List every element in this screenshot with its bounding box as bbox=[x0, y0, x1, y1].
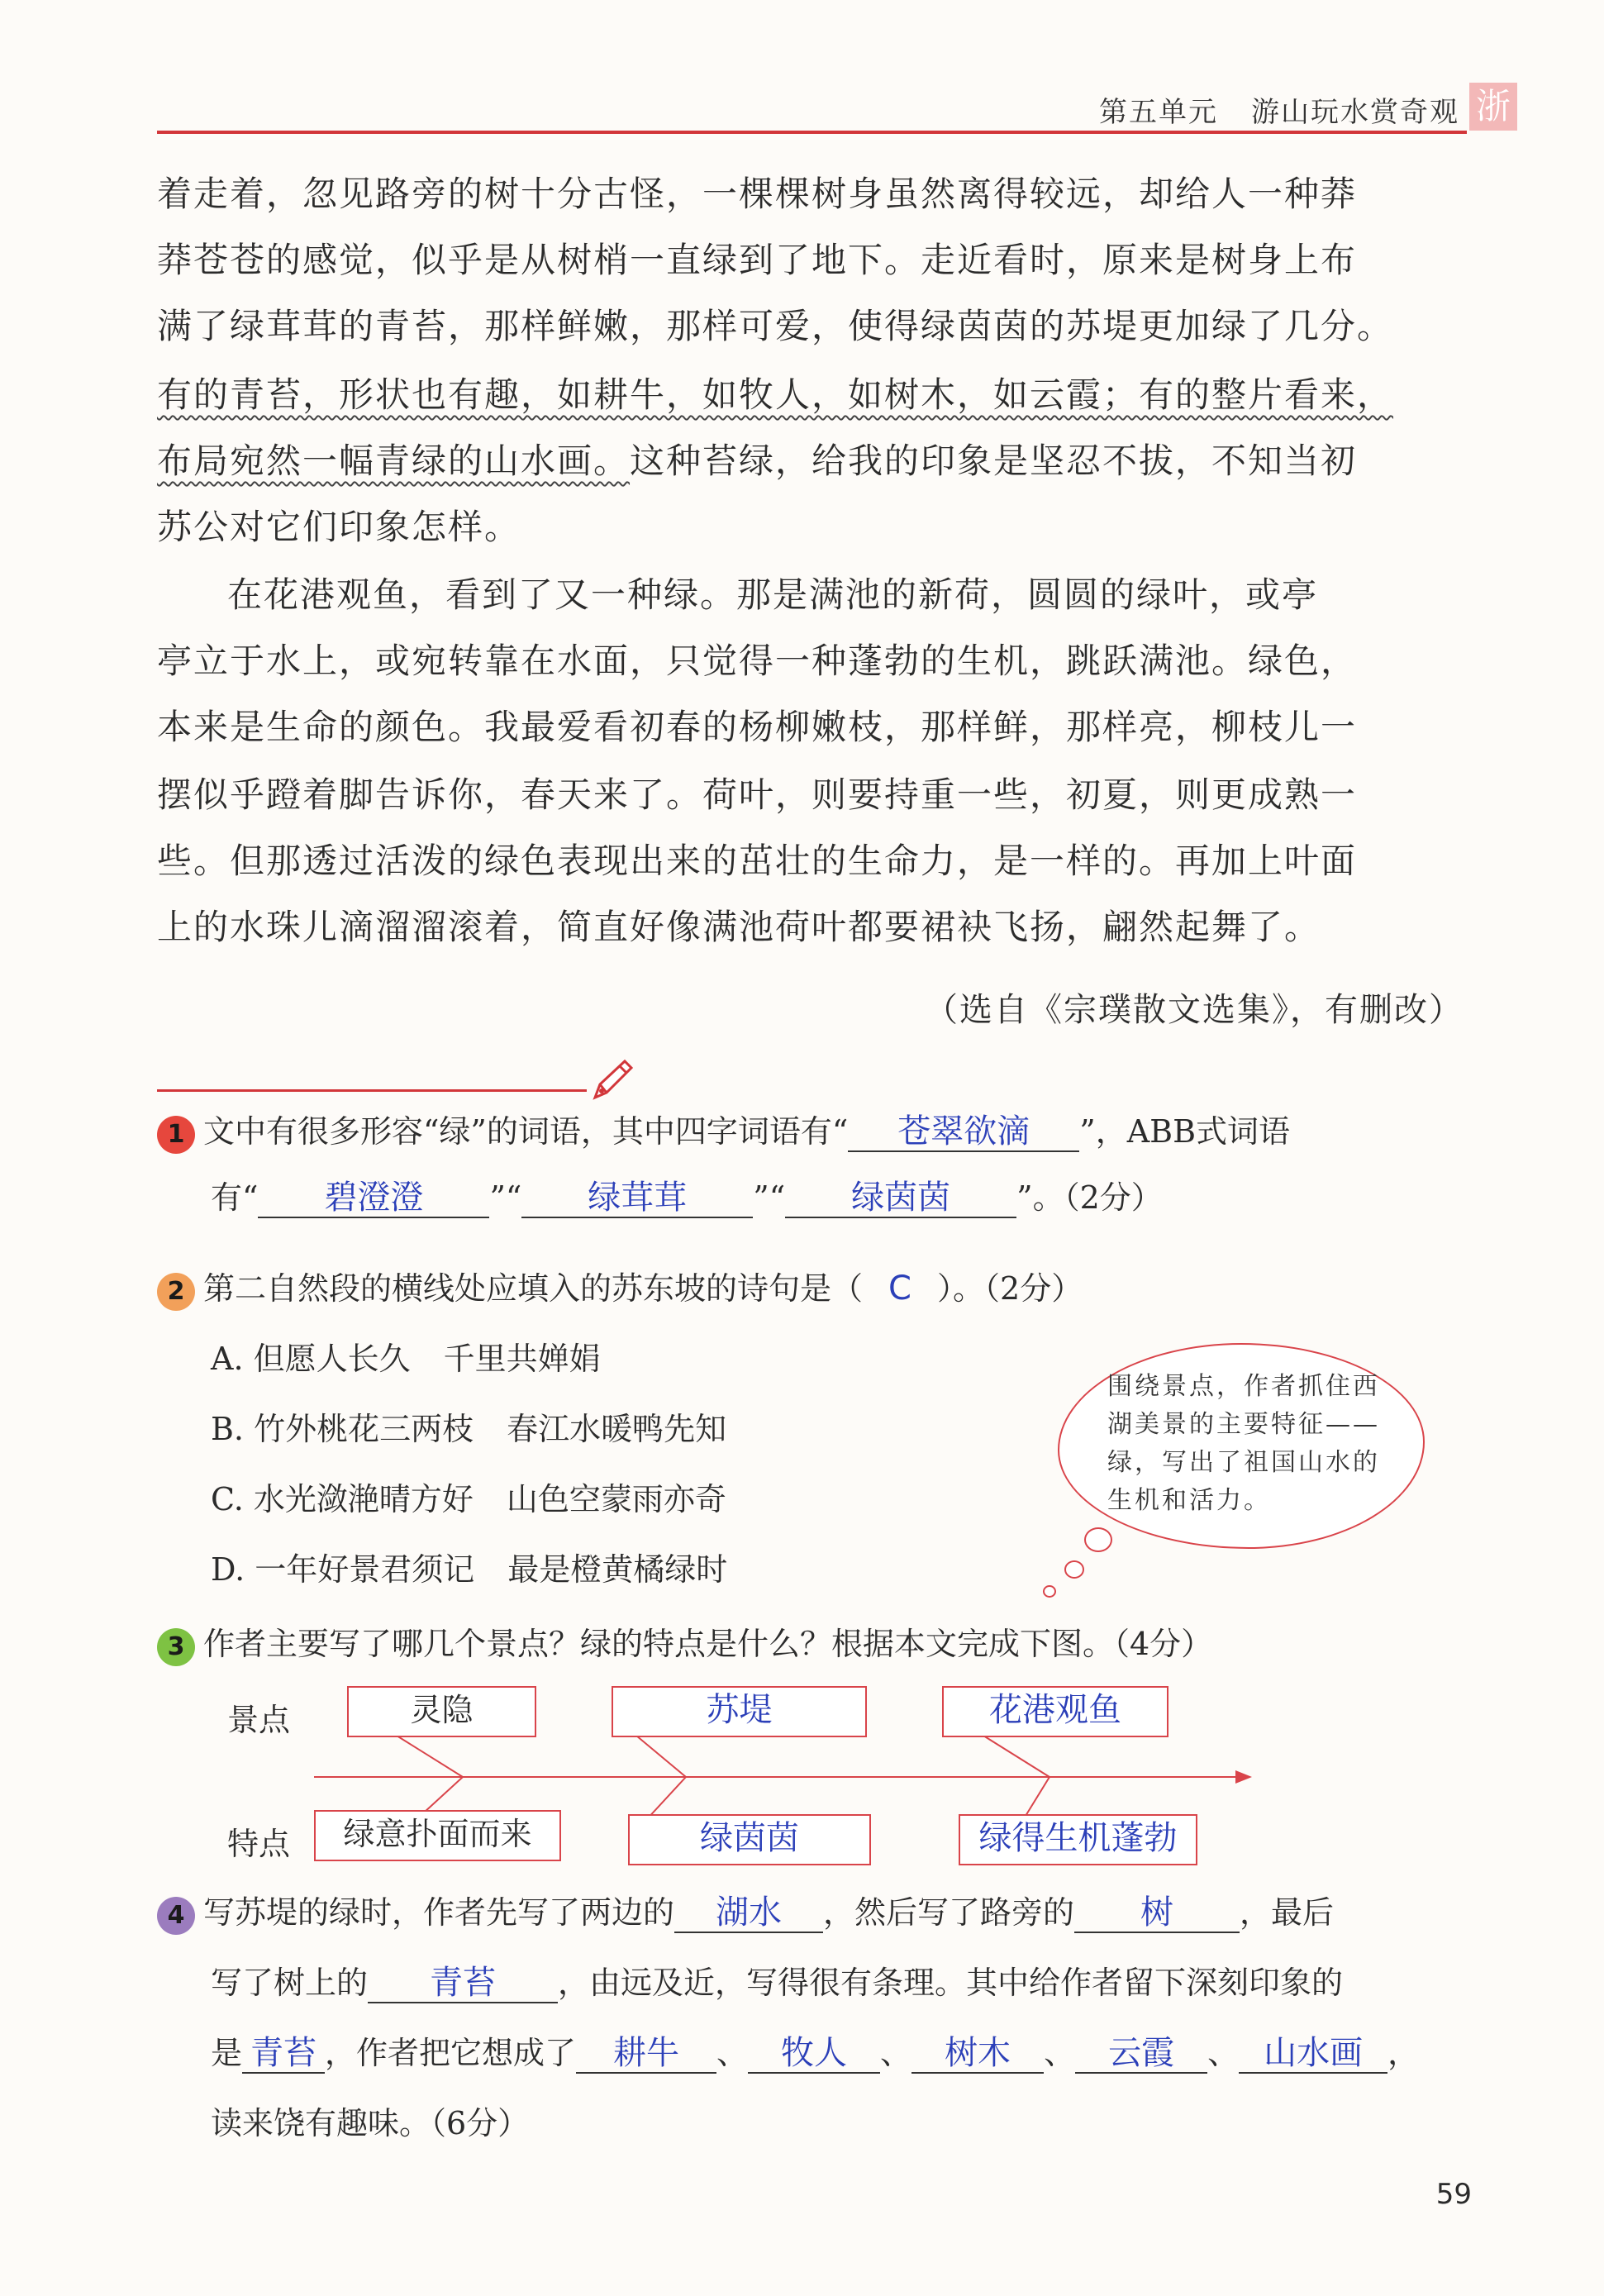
question-4 bbox=[157, 1893, 1479, 1935]
spot-box-2[interactable] bbox=[612, 1686, 867, 1737]
bubble-dot bbox=[1064, 1560, 1084, 1579]
choice-answer[interactable] bbox=[863, 1269, 937, 1308]
diagram-row-label-features: 特点 bbox=[227, 1826, 291, 1862]
answer-text: 湖水 bbox=[716, 1893, 783, 1932]
answer-text: 花港观鱼 bbox=[989, 1691, 1121, 1729]
answer-text: 青苔 bbox=[430, 1964, 497, 2002]
answer-text: 苍翠欲滴 bbox=[897, 1112, 1030, 1150]
answer-text: 碧澄澄 bbox=[324, 1179, 424, 1217]
question-text: ，作者把它想成了 bbox=[325, 2035, 577, 2071]
question-text: 有“ bbox=[211, 1179, 259, 1216]
question-2 bbox=[157, 1269, 1479, 1311]
passage-line-underlined: 有的青苔，形状也有趣，如耕牛，如牧人，如树木，如云霞；有的整片看来， bbox=[157, 374, 1394, 415]
bubble-dot bbox=[1084, 1527, 1112, 1552]
underlined-phrase: 布局宛然一幅青绿的山水画。 bbox=[157, 441, 631, 481]
unit-label: 第五单元 bbox=[1099, 96, 1218, 129]
question-number: 4 bbox=[157, 1897, 195, 1935]
answer-text: 苏堤 bbox=[706, 1691, 773, 1729]
question-text: ，然后写了路旁的 bbox=[823, 1894, 1075, 1931]
answer-blank[interactable] bbox=[748, 2034, 880, 2074]
question-4-line-4: 读来饶有趣味。（6分） bbox=[211, 2105, 530, 2141]
feature-box-3[interactable] bbox=[959, 1814, 1197, 1865]
question-4-line-3 bbox=[211, 2033, 1533, 2074]
pen-icon bbox=[588, 1055, 638, 1104]
passage-line bbox=[157, 441, 1471, 482]
question-text: ”。（2分） bbox=[1016, 1179, 1163, 1216]
spot-text: 灵隐 bbox=[410, 1692, 474, 1728]
passage-line: 满了绿茸茸的青苔，那样鲜嫩，那样可爱，使得绿茵茵的苏堤更加绿了几分。 bbox=[157, 306, 1394, 346]
question-text: ”“ bbox=[489, 1179, 522, 1216]
separator: 、 bbox=[716, 2035, 749, 2071]
question-text: 作者主要写了哪几个景点？绿的特点是什么？根据本文完成下图。（4分） bbox=[203, 1626, 1213, 1662]
question-text: 第二自然段的横线处应填入的苏东坡的诗句是（ bbox=[203, 1270, 864, 1307]
passage-line: 摆似乎蹬着脚告诉你，春天来了。荷叶，则要持重一些，初夏，则更成熟一 bbox=[157, 774, 1358, 815]
separator: 、 bbox=[1044, 2035, 1076, 2071]
answer-text: 绿茵茵 bbox=[700, 1819, 799, 1857]
option-a bbox=[211, 1339, 601, 1379]
question-4-line-2 bbox=[211, 1963, 1533, 2003]
answer-blank[interactable] bbox=[368, 1964, 558, 2003]
passage-line: 些。但那透过活泼的绿色表现出来的茁壮的生命力，是一样的。再加上叶面 bbox=[157, 841, 1358, 881]
question-1 bbox=[157, 1112, 1479, 1154]
passage-line: 莽苍苍的感觉，似乎是从树梢一直绿到了地下。走近看时，原来是树身上布 bbox=[157, 240, 1358, 280]
answer-text: 树 bbox=[1140, 1893, 1174, 1932]
option-d bbox=[211, 1550, 727, 1589]
question-3 bbox=[157, 1624, 1479, 1666]
answer-text: 山水画 bbox=[1264, 2034, 1364, 2072]
paragraph-start: 在花港观鱼，看到了又一种绿。那是满池的新荷，圆圆的绿叶，或亭 bbox=[227, 574, 1319, 615]
separator: 、 bbox=[880, 2035, 912, 2071]
unit-title: 游山玩水赏奇观 bbox=[1251, 96, 1459, 129]
option-text: B. 竹外桃花三两枝 bbox=[211, 1411, 474, 1447]
option-text: 最是橙黄橘绿时 bbox=[507, 1551, 728, 1588]
province-badge: 浙 bbox=[1469, 83, 1517, 131]
question-text: ”，ABB式词语 bbox=[1079, 1113, 1291, 1150]
separator: 、 bbox=[1207, 2035, 1240, 2071]
exercise-divider bbox=[157, 1089, 587, 1092]
answer-blank[interactable] bbox=[521, 1179, 753, 1218]
question-1-line-2 bbox=[211, 1178, 1533, 1218]
passage-line: 上的水珠儿滴溜溜滚着，简直好像满池荷叶都要裙袂飞扬，翩然起舞了。 bbox=[157, 907, 1321, 947]
option-b bbox=[211, 1409, 726, 1449]
feature-box-1 bbox=[314, 1810, 561, 1861]
answer-text: 绿茸茸 bbox=[588, 1179, 688, 1217]
question-text: 写苏堤的绿时，作者先写了两边的 bbox=[203, 1894, 675, 1931]
answer-blank[interactable] bbox=[576, 2034, 716, 2074]
answer-blank[interactable] bbox=[242, 2034, 325, 2074]
spot-box-1 bbox=[347, 1686, 536, 1737]
question-text: 是 bbox=[211, 2035, 243, 2071]
option-text: C. 水光潋滟晴方好 bbox=[211, 1481, 474, 1517]
feature-box-2[interactable] bbox=[628, 1814, 871, 1865]
question-number: 3 bbox=[157, 1628, 195, 1666]
bubble-dot bbox=[1043, 1585, 1056, 1598]
question-number: 1 bbox=[157, 1116, 195, 1154]
source-citation: （选自《宗璞散文选集》，有删改） bbox=[925, 991, 1464, 1029]
option-c bbox=[211, 1479, 726, 1519]
answer-text: 绿茵茵 bbox=[851, 1179, 951, 1217]
answer-blank[interactable] bbox=[258, 1179, 489, 1218]
header-divider bbox=[157, 131, 1467, 134]
bubble-text: 围绕景点，作者抓住西湖美景的主要特征——绿，写出了祖国山水的生机和活力。 bbox=[1107, 1372, 1380, 1515]
answer-blank[interactable] bbox=[848, 1112, 1079, 1152]
answer-blank[interactable] bbox=[911, 2034, 1044, 2074]
question-number: 2 bbox=[157, 1273, 195, 1311]
option-text: 春江水暖鸭先知 bbox=[507, 1411, 727, 1447]
question-text: 文中有很多形容“绿”的词语，其中四字词语有“ bbox=[203, 1113, 849, 1150]
passage-line: 本来是生命的颜色。我最爱看初春的杨柳嫩枝，那样鲜，那样亮，柳枝儿一 bbox=[157, 707, 1358, 747]
answer-text: 云霞 bbox=[1108, 2034, 1175, 2072]
answer-blank[interactable] bbox=[1239, 2034, 1387, 2074]
answer-blank[interactable] bbox=[1075, 2034, 1207, 2074]
option-text: A. 但愿人长久 bbox=[211, 1341, 411, 1377]
answer-blank[interactable] bbox=[1074, 1893, 1240, 1933]
answer-blank[interactable] bbox=[785, 1179, 1016, 1218]
question-text: ， bbox=[1387, 2035, 1420, 2071]
option-text: 千里共婵娟 bbox=[443, 1341, 601, 1377]
answer-text: 青苔 bbox=[250, 2034, 317, 2072]
passage-text: 这种苔绿，给我的印象是坚忍不拔，不知当初 bbox=[630, 441, 1358, 481]
question-text: ）。（2分） bbox=[937, 1270, 1083, 1307]
page-header bbox=[1099, 89, 1459, 130]
diagram-row-label-spots: 景点 bbox=[227, 1702, 291, 1738]
answer-text: 耕牛 bbox=[613, 2034, 680, 2072]
answer-text: 牧人 bbox=[781, 2034, 848, 2072]
answer-text: 树木 bbox=[945, 2034, 1011, 2072]
option-text: D. 一年好景君须记 bbox=[211, 1551, 475, 1588]
page-number: 59 bbox=[1435, 2178, 1472, 2211]
feature-text: 绿意扑面而来 bbox=[343, 1816, 532, 1852]
option-text: 山色空蒙雨亦奇 bbox=[506, 1481, 726, 1517]
question-text: ，由远及近，写得很有条理。其中给作者留下深刻印象的 bbox=[558, 1965, 1344, 2001]
answer-text: C bbox=[888, 1269, 911, 1308]
spot-box-3[interactable] bbox=[942, 1686, 1168, 1737]
question-text: 写了树上的 bbox=[211, 1965, 369, 2001]
answer-blank[interactable] bbox=[674, 1893, 823, 1933]
question-text: ”“ bbox=[753, 1179, 786, 1216]
answer-text: 绿得生机蓬勃 bbox=[978, 1819, 1178, 1857]
passage-line: 苏公对它们印象怎样。 bbox=[157, 507, 521, 547]
passage-line: 亭立于水上，或宛转靠在水面，只觉得一种蓬勃的生机，跳跃满池。绿色， bbox=[157, 641, 1358, 681]
question-text: ，最后 bbox=[1240, 1894, 1335, 1931]
passage-line: 着走着，忽见路旁的树十分古怪，一棵棵树身虽然离得较远，却给人一种莽 bbox=[157, 174, 1358, 214]
